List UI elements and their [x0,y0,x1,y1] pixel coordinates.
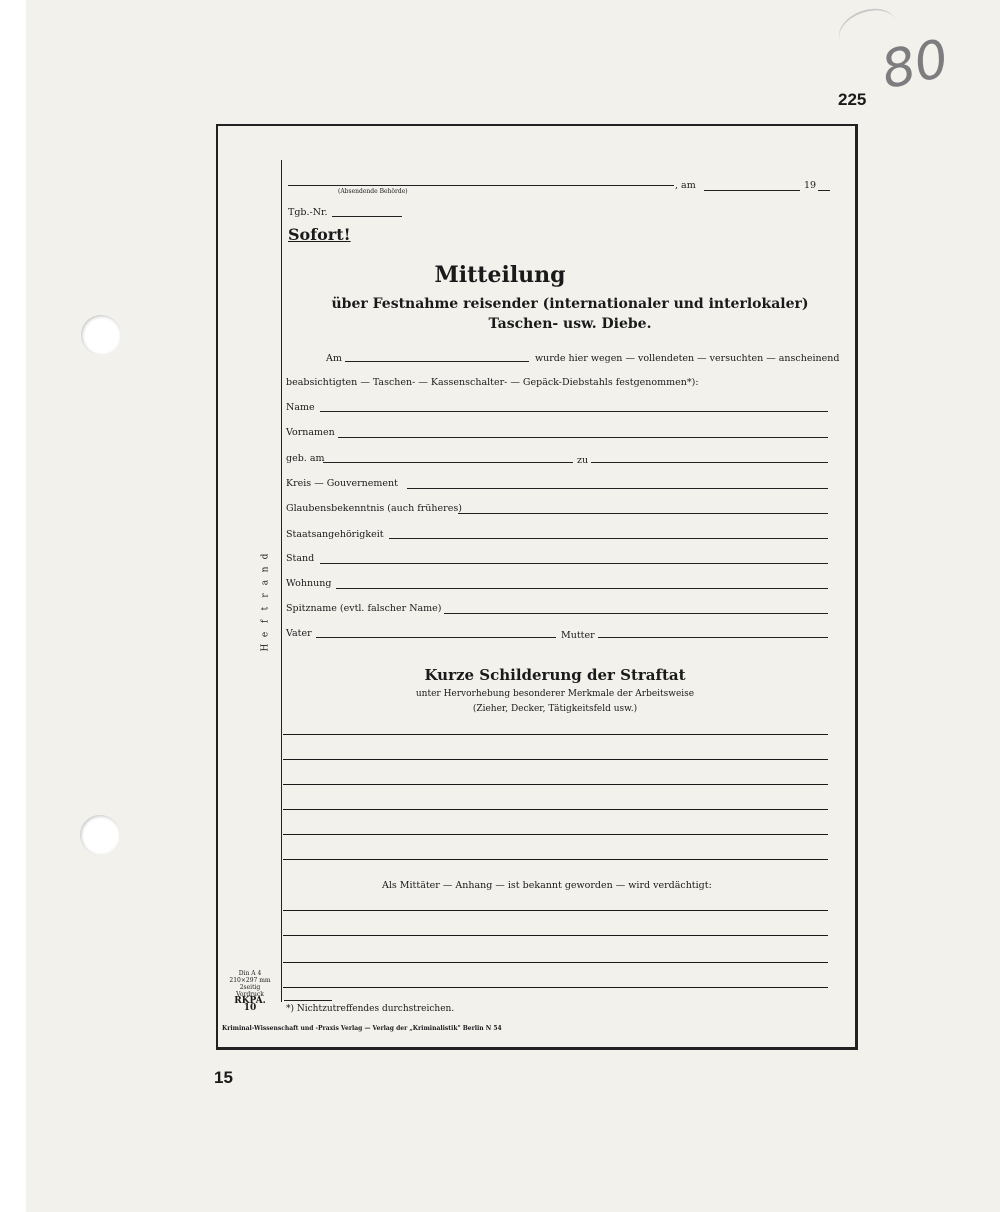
field-name-label: Name [286,402,315,413]
tgb-line [332,216,402,217]
narrative-line-4 [283,809,828,810]
heftrand-label [260,550,272,654]
field-vornamen-line [338,437,828,438]
sender-caption: (Absendende Behörde) [338,188,408,195]
narrative-line-6 [283,859,828,860]
field-geb-label: geb. am [286,453,325,464]
field-geb-line [323,462,573,463]
form-subtitle-2: Taschen- usw. Diebe. [488,316,652,332]
field-vater-line [316,637,556,638]
field-zu-line [591,462,828,463]
mittaeter-label: Als Mittäter — Anhang — ist bekannt geworden — wird verdächtigt: [382,880,712,891]
form-title: Mitteilung [434,262,566,288]
heftrand-text: d n a r t f e H [260,553,271,652]
section-title: Kurze Schilderung der Straftat [424,666,686,684]
bottom-page-number: 15 [214,1068,233,1087]
field-wohnung-line [336,588,828,589]
mittaeter-line-3 [283,962,828,963]
form-subtitle-1: über Festnahme reisender (internationaler und interlokaler) [331,296,809,312]
date-line [704,190,800,191]
narrative-line-3 [283,784,828,785]
field-wohnung-label: Wohnung [286,578,332,589]
scan-edge [0,0,26,1212]
year-line [818,190,830,191]
form-spec-line-2: 210×297 mm [229,977,271,984]
form-spec-line-4: Vordruck [236,991,264,998]
field-zu-label: zu [577,455,589,466]
field-vater-label: Vater [286,628,312,639]
field-spitzname-label: Spitzname (evtl. falscher Name) [286,603,442,614]
field-spitzname-line [444,613,828,614]
section-sub-1: unter Hervorhebung besonderer Merkmale der Arbeitsweise [415,689,695,699]
page-number: 225 [838,90,867,109]
year-prefix: 19 [804,180,817,191]
narrative-line-1 [283,734,828,735]
field-stand-label: Stand [286,553,315,564]
intro-date-line [345,361,529,362]
punch-hole-bottom [80,815,120,855]
field-vornamen-label: Vornamen [286,427,335,438]
handwritten-note: 80 [876,28,954,102]
form-spec-note [228,970,272,1012]
section-sub-2: (Zieher, Decker, Tätigkeitsfeld usw.) [472,704,638,714]
field-kreis-label: Kreis — Gouvernement [286,478,398,489]
sender-line [288,185,674,186]
mittaeter-line-2 [283,935,828,936]
sofort-label: Sofort! [288,225,351,244]
narrative-line-5 [283,834,828,835]
field-mutter-label: Mutter [561,630,595,641]
field-stand-line [320,563,828,564]
mittaeter-line-1 [283,910,828,911]
intro-rest: wurde hier wegen — vollendeten — versuchten — anscheinend [535,353,840,364]
form-spec-line-1: Din A 4 [238,970,262,977]
field-glaubens-line [458,513,828,514]
date-am-label: , am [675,180,696,191]
field-staatsang-label: Staatsangehörigkeit [286,529,384,540]
intro-line-2: beabsichtigten — Taschen- — Kassenschalter- — Gepäck-Diebstahls festgenommen*): [286,377,699,388]
tgb-label: Tgb.-Nr. [288,207,328,218]
field-glaubens-label: Glaubensbekenntnis (auch früheres) [286,503,462,514]
mittaeter-line-4 [283,987,828,988]
footnote: *) Nichtzutreffendes durchstreichen. [286,1004,455,1014]
footnote-rule [284,1000,332,1001]
form-spec-line-5: RKPA. 10 [234,996,266,1013]
field-mutter-line [598,637,828,638]
field-staatsang-line [389,538,828,539]
field-kreis-line [407,488,828,489]
field-name-line [320,411,828,412]
narrative-line-2 [283,759,828,760]
intro-am: Am [326,353,342,364]
form-spec-line-3: 2seitig [239,984,261,991]
publisher-line: Kriminal-Wissenschaft und -Praxis Verlag — Verlag der „Kriminalistik" Berlin N 54 [222,1025,502,1032]
